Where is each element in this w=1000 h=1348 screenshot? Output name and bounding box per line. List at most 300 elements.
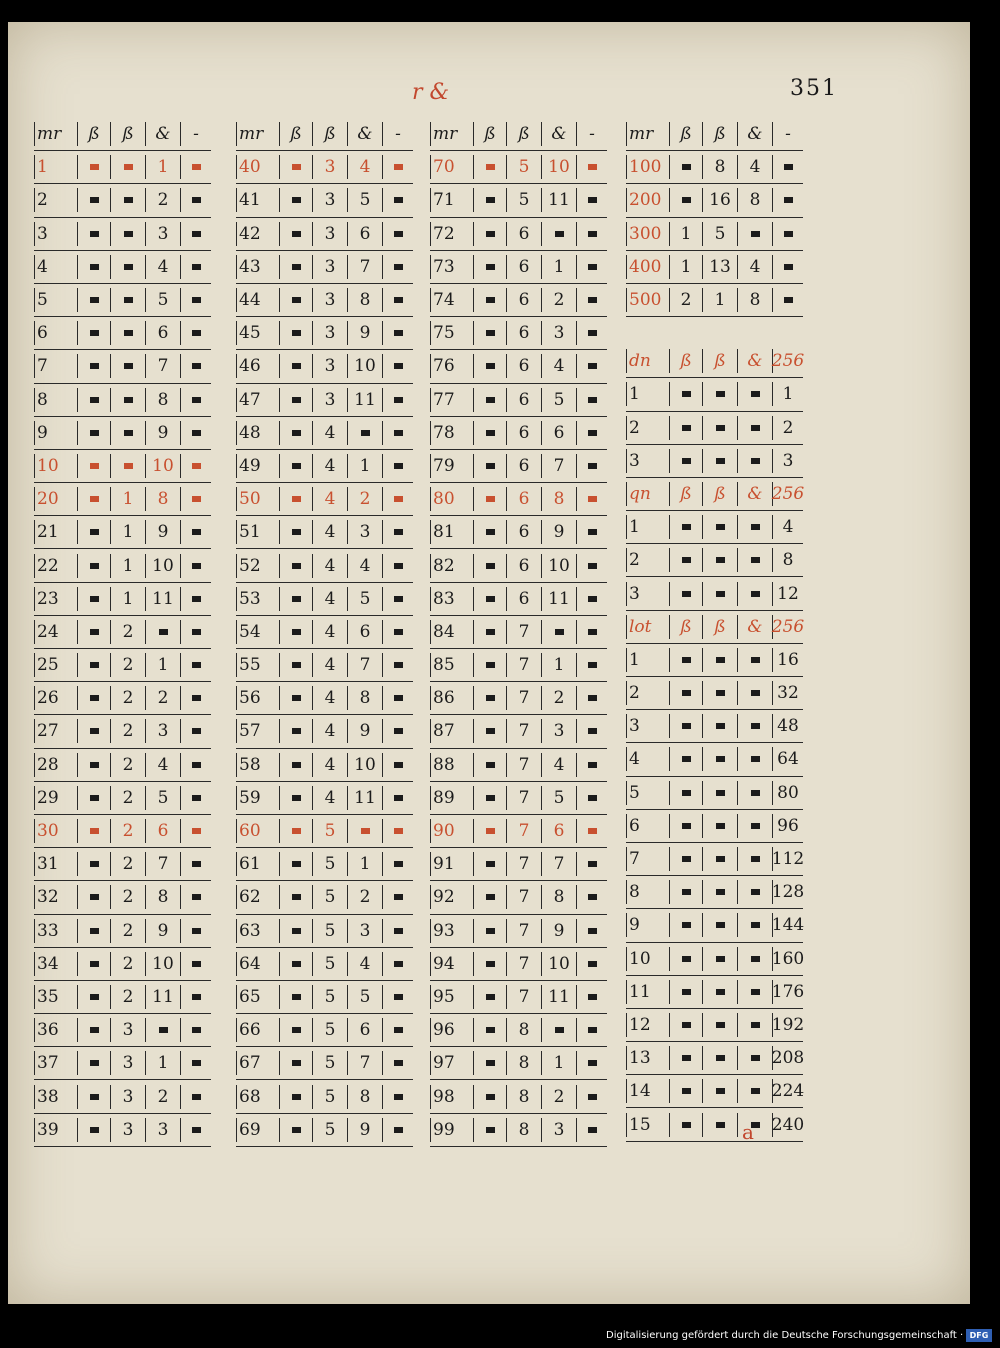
table-row bbox=[430, 317, 607, 350]
cell-value: 7 bbox=[629, 849, 640, 870]
cell-value: 26 bbox=[37, 688, 59, 709]
cell-value: 92 bbox=[433, 887, 455, 908]
cell-value: 3 bbox=[553, 323, 565, 344]
cell-value: 2 bbox=[122, 854, 134, 875]
table-cell bbox=[737, 482, 772, 506]
cell-value: 90 bbox=[433, 821, 455, 842]
dash-mark bbox=[292, 1060, 301, 1066]
dash-mark bbox=[90, 164, 99, 170]
table-cell bbox=[506, 487, 541, 511]
dash-mark bbox=[486, 629, 495, 635]
table-cell bbox=[772, 648, 803, 672]
cell-value: 256 bbox=[771, 351, 805, 372]
table-cell bbox=[737, 1046, 772, 1070]
cell-value: 98 bbox=[433, 1086, 455, 1107]
table-row bbox=[34, 782, 211, 815]
dash-mark bbox=[682, 922, 691, 928]
table-cell bbox=[541, 786, 576, 810]
table-cell bbox=[473, 919, 506, 943]
table-cell bbox=[626, 288, 669, 312]
table-cell bbox=[110, 520, 145, 544]
cell-value: & bbox=[551, 124, 567, 145]
table-cell bbox=[669, 482, 702, 506]
table-cell bbox=[110, 155, 145, 179]
table-cell bbox=[382, 1085, 413, 1109]
table-cell bbox=[347, 1051, 382, 1075]
table-header-row bbox=[626, 345, 803, 378]
dash-mark bbox=[682, 557, 691, 563]
table-cell bbox=[626, 582, 669, 606]
dash-mark bbox=[588, 1060, 597, 1066]
cell-value: 65 bbox=[239, 986, 261, 1007]
dash-mark bbox=[486, 994, 495, 1000]
table-cell bbox=[145, 1118, 180, 1142]
table-cell bbox=[430, 1018, 473, 1042]
cell-value: 8 bbox=[782, 550, 794, 571]
cell-value: 62 bbox=[239, 887, 261, 908]
table-row bbox=[236, 284, 413, 317]
table-cell bbox=[737, 913, 772, 937]
table-row bbox=[34, 384, 211, 417]
table-cell bbox=[180, 1118, 211, 1142]
dash-mark bbox=[716, 989, 725, 995]
dash-mark bbox=[784, 297, 793, 303]
table-cell bbox=[702, 582, 737, 606]
table-cell bbox=[669, 255, 702, 279]
cell-value: 42 bbox=[239, 223, 261, 244]
dash-mark bbox=[588, 463, 597, 469]
cell-value: 4 bbox=[359, 953, 371, 974]
table-cell bbox=[382, 122, 413, 146]
table-cell bbox=[236, 1051, 279, 1075]
dash-mark bbox=[486, 529, 495, 535]
cell-value: 2 bbox=[122, 821, 134, 842]
table-cell bbox=[279, 454, 312, 478]
dash-mark bbox=[751, 425, 760, 431]
dash-mark bbox=[292, 397, 301, 403]
table-cell bbox=[34, 1085, 77, 1109]
cell-value: 11 bbox=[152, 986, 174, 1007]
table-cell bbox=[145, 852, 180, 876]
table-cell bbox=[702, 980, 737, 1004]
table-cell bbox=[506, 520, 541, 544]
cell-value: 58 bbox=[239, 754, 261, 775]
cell-value: 224 bbox=[771, 1081, 805, 1102]
table-cell bbox=[576, 919, 607, 943]
cell-value: 78 bbox=[433, 422, 455, 443]
table-cell bbox=[576, 852, 607, 876]
table-cell bbox=[506, 620, 541, 644]
table-cell bbox=[77, 454, 110, 478]
table-row bbox=[236, 782, 413, 815]
table-cell bbox=[180, 421, 211, 445]
table-cell bbox=[279, 753, 312, 777]
table-cell bbox=[236, 487, 279, 511]
table-cell bbox=[382, 719, 413, 743]
dash-mark bbox=[394, 1094, 403, 1100]
cell-value: 7 bbox=[359, 1053, 371, 1074]
cell-value: 144 bbox=[771, 915, 805, 936]
dash-mark bbox=[292, 1127, 301, 1133]
cell-value: 93 bbox=[433, 920, 455, 941]
table-cell bbox=[702, 1013, 737, 1037]
dash-mark bbox=[192, 695, 201, 701]
dash-mark bbox=[90, 728, 99, 734]
cell-value: 11 bbox=[354, 389, 376, 410]
cell-value: 192 bbox=[771, 1014, 805, 1035]
cell-value: 6 bbox=[37, 323, 48, 344]
table-cell bbox=[702, 122, 737, 146]
cell-value: 1 bbox=[553, 1053, 565, 1074]
dash-mark bbox=[716, 889, 725, 895]
table-cell bbox=[110, 122, 145, 146]
dash-mark bbox=[588, 496, 597, 502]
table-cell bbox=[347, 587, 382, 611]
cell-value: 8 bbox=[359, 1086, 371, 1107]
table-cell bbox=[702, 781, 737, 805]
table-row bbox=[236, 749, 413, 782]
table-cell bbox=[541, 155, 576, 179]
table-cell bbox=[506, 454, 541, 478]
table-row bbox=[34, 948, 211, 981]
table-cell bbox=[576, 554, 607, 578]
table-cell bbox=[145, 288, 180, 312]
table-cell bbox=[541, 587, 576, 611]
table-row bbox=[34, 350, 211, 383]
table-cell bbox=[541, 288, 576, 312]
dash-mark bbox=[588, 728, 597, 734]
cell-value: 68 bbox=[239, 1086, 261, 1107]
table-cell bbox=[702, 681, 737, 705]
table-row bbox=[430, 549, 607, 582]
table-cell bbox=[110, 354, 145, 378]
cell-value: 6 bbox=[518, 588, 530, 609]
table-row bbox=[236, 915, 413, 948]
table-cell bbox=[180, 919, 211, 943]
table-cell bbox=[312, 255, 347, 279]
table-cell bbox=[236, 554, 279, 578]
table-cell bbox=[737, 980, 772, 1004]
dash-mark bbox=[292, 164, 301, 170]
table-cell bbox=[626, 416, 669, 440]
cell-value: 59 bbox=[239, 787, 261, 808]
table-cell bbox=[279, 819, 312, 843]
table-cell bbox=[772, 255, 803, 279]
table-cell bbox=[347, 454, 382, 478]
table-row bbox=[626, 544, 803, 577]
table-cell bbox=[772, 681, 803, 705]
table-row bbox=[430, 218, 607, 251]
table-row bbox=[626, 976, 803, 1009]
table-cell bbox=[279, 852, 312, 876]
dash-mark bbox=[682, 1122, 691, 1128]
table-cell bbox=[34, 985, 77, 1009]
cell-value: 10 bbox=[152, 455, 174, 476]
table-cell bbox=[576, 288, 607, 312]
cell-value: 1 bbox=[553, 655, 565, 676]
dash-mark bbox=[192, 330, 201, 336]
dash-mark bbox=[751, 1022, 760, 1028]
dash-mark bbox=[716, 1022, 725, 1028]
table-cell bbox=[347, 753, 382, 777]
table-cell bbox=[541, 852, 576, 876]
table-column-4 bbox=[626, 118, 803, 1142]
dash-mark bbox=[394, 728, 403, 734]
dash-mark bbox=[90, 430, 99, 436]
dash-mark bbox=[716, 591, 725, 597]
table-cell bbox=[430, 653, 473, 677]
table-cell bbox=[626, 515, 669, 539]
dash-mark bbox=[192, 164, 201, 170]
dash-mark bbox=[751, 690, 760, 696]
dash-mark bbox=[90, 231, 99, 237]
cell-value: 300 bbox=[629, 223, 662, 244]
table-cell bbox=[541, 388, 576, 412]
cell-value: & bbox=[747, 124, 763, 145]
table-header-row bbox=[626, 611, 803, 644]
table-cell bbox=[737, 781, 772, 805]
table-cell bbox=[312, 354, 347, 378]
dash-mark bbox=[192, 430, 201, 436]
table-cell bbox=[626, 349, 669, 373]
table-cell bbox=[279, 487, 312, 511]
table-cell bbox=[347, 1085, 382, 1109]
table-cell bbox=[34, 321, 77, 345]
cell-value: 7 bbox=[518, 887, 530, 908]
table-cell bbox=[110, 686, 145, 710]
table-cell bbox=[347, 155, 382, 179]
dash-mark bbox=[192, 861, 201, 867]
table-cell bbox=[669, 515, 702, 539]
cell-value: 8 bbox=[629, 882, 640, 903]
table-cell bbox=[473, 620, 506, 644]
cell-value: 7 bbox=[518, 754, 530, 775]
dash-mark bbox=[90, 463, 99, 469]
table-row bbox=[430, 350, 607, 383]
table-cell bbox=[236, 188, 279, 212]
table-cell bbox=[576, 719, 607, 743]
table-cell bbox=[77, 686, 110, 710]
table-cell bbox=[180, 620, 211, 644]
dash-mark bbox=[90, 695, 99, 701]
cell-value: mr bbox=[239, 124, 264, 145]
cell-value: 4 bbox=[324, 489, 336, 510]
cell-value: 52 bbox=[239, 555, 261, 576]
table-cell bbox=[180, 1051, 211, 1075]
cell-value: 2 bbox=[680, 290, 692, 311]
cell-value: 3 bbox=[324, 157, 336, 178]
cell-value: 9 bbox=[553, 522, 565, 543]
table-cell bbox=[576, 388, 607, 412]
cell-value: 11 bbox=[548, 588, 570, 609]
table-cell bbox=[382, 620, 413, 644]
cell-value: 6 bbox=[518, 389, 530, 410]
cell-value: 1 bbox=[629, 384, 640, 405]
dash-mark bbox=[784, 231, 793, 237]
table-cell bbox=[772, 1079, 803, 1103]
table-cell bbox=[473, 421, 506, 445]
table-cell bbox=[279, 620, 312, 644]
table-cell bbox=[77, 786, 110, 810]
table-cell bbox=[576, 520, 607, 544]
table-cell bbox=[473, 222, 506, 246]
table-cell bbox=[772, 449, 803, 473]
table-row bbox=[236, 1014, 413, 1047]
table-cell bbox=[312, 686, 347, 710]
cell-value: 7 bbox=[518, 854, 530, 875]
dash-mark bbox=[192, 463, 201, 469]
table-cell bbox=[77, 852, 110, 876]
cell-value: 1 bbox=[629, 649, 640, 670]
table-cell bbox=[669, 714, 702, 738]
table-cell bbox=[702, 615, 737, 639]
cell-value: 9 bbox=[359, 323, 371, 344]
dash-mark bbox=[588, 231, 597, 237]
table-cell bbox=[236, 1118, 279, 1142]
cell-value: ß bbox=[324, 124, 336, 145]
table-cell bbox=[541, 952, 576, 976]
cell-value: 44 bbox=[239, 290, 261, 311]
table-header-row bbox=[34, 118, 211, 151]
table-cell bbox=[473, 255, 506, 279]
table-cell bbox=[382, 421, 413, 445]
table-cell bbox=[145, 321, 180, 345]
table-cell bbox=[772, 714, 803, 738]
table-row bbox=[236, 881, 413, 914]
table-cell bbox=[382, 852, 413, 876]
table-cell bbox=[772, 548, 803, 572]
table-cell bbox=[312, 222, 347, 246]
table-cell bbox=[312, 819, 347, 843]
table-cell bbox=[626, 122, 669, 146]
dash-mark bbox=[751, 557, 760, 563]
cell-value: 2 bbox=[553, 688, 565, 709]
dash-mark bbox=[192, 662, 201, 668]
table-row bbox=[626, 876, 803, 909]
table-row bbox=[34, 450, 211, 483]
table-cell bbox=[626, 781, 669, 805]
table-cell bbox=[506, 653, 541, 677]
cell-value: 10 bbox=[548, 555, 570, 576]
table-cell bbox=[430, 520, 473, 544]
table-row bbox=[626, 218, 803, 251]
cell-value: 2 bbox=[629, 417, 640, 438]
table-cell bbox=[279, 985, 312, 1009]
cell-value: 27 bbox=[37, 721, 59, 742]
dash-mark bbox=[682, 690, 691, 696]
dash-mark bbox=[90, 397, 99, 403]
table-cell bbox=[77, 321, 110, 345]
table-cell bbox=[576, 753, 607, 777]
table-cell bbox=[702, 349, 737, 373]
table-cell bbox=[772, 222, 803, 246]
cell-value: 6 bbox=[518, 422, 530, 443]
table-cell bbox=[34, 188, 77, 212]
table-row bbox=[430, 450, 607, 483]
dash-mark bbox=[682, 425, 691, 431]
table-cell bbox=[430, 753, 473, 777]
dash-mark bbox=[90, 264, 99, 270]
cell-value: 5 bbox=[553, 389, 565, 410]
cell-value: 28 bbox=[37, 754, 59, 775]
table-cell bbox=[430, 1085, 473, 1109]
dash-mark bbox=[394, 563, 403, 569]
dash-mark bbox=[292, 231, 301, 237]
dash-mark bbox=[124, 197, 133, 203]
table-cell bbox=[77, 885, 110, 909]
table-cell bbox=[110, 1018, 145, 1042]
dash-mark bbox=[588, 1027, 597, 1033]
cell-value: 1 bbox=[553, 256, 565, 277]
table-row bbox=[34, 749, 211, 782]
dash-mark bbox=[192, 795, 201, 801]
table-cell bbox=[110, 587, 145, 611]
dash-mark bbox=[588, 695, 597, 701]
table-cell bbox=[737, 814, 772, 838]
table-row bbox=[236, 815, 413, 848]
dash-mark bbox=[751, 889, 760, 895]
dash-mark bbox=[486, 596, 495, 602]
dash-mark bbox=[192, 1127, 201, 1133]
table-cell bbox=[506, 753, 541, 777]
dash-mark bbox=[486, 264, 495, 270]
table-cell bbox=[473, 554, 506, 578]
table-cell bbox=[473, 122, 506, 146]
cell-value: 4 bbox=[324, 721, 336, 742]
dfg-logo: DFG bbox=[966, 1329, 992, 1342]
table-row bbox=[236, 1080, 413, 1113]
cell-value: 80 bbox=[433, 489, 455, 510]
dash-mark bbox=[588, 662, 597, 668]
table-cell bbox=[312, 288, 347, 312]
table-cell bbox=[473, 388, 506, 412]
table-cell bbox=[110, 819, 145, 843]
table-cell bbox=[77, 719, 110, 743]
table-cell bbox=[473, 753, 506, 777]
table-cell bbox=[430, 919, 473, 943]
table-row bbox=[34, 218, 211, 251]
cell-value: 3 bbox=[629, 450, 640, 471]
cell-value: 3 bbox=[324, 389, 336, 410]
cell-value: 6 bbox=[518, 455, 530, 476]
dash-mark bbox=[716, 756, 725, 762]
table-row bbox=[236, 549, 413, 582]
dash-mark bbox=[394, 297, 403, 303]
table-cell bbox=[772, 1046, 803, 1070]
table-cell bbox=[382, 587, 413, 611]
dash-mark bbox=[486, 695, 495, 701]
dash-mark bbox=[292, 463, 301, 469]
table-cell bbox=[430, 188, 473, 212]
cell-value: dn bbox=[629, 351, 651, 372]
dash-mark bbox=[486, 363, 495, 369]
table-cell bbox=[236, 520, 279, 544]
cell-value: 8 bbox=[749, 190, 761, 211]
table-cell bbox=[626, 1046, 669, 1070]
cell-value: 20 bbox=[37, 489, 59, 510]
table-row bbox=[236, 1047, 413, 1080]
table-cell bbox=[312, 554, 347, 578]
dash-mark bbox=[682, 197, 691, 203]
dash-mark bbox=[486, 828, 495, 834]
cell-value: 11 bbox=[152, 588, 174, 609]
cell-value: 66 bbox=[239, 1020, 261, 1041]
cell-value: 46 bbox=[239, 356, 261, 377]
cell-value: 2 bbox=[37, 190, 48, 211]
cell-value: 99 bbox=[433, 1119, 455, 1140]
table-cell bbox=[77, 919, 110, 943]
table-cell bbox=[382, 1051, 413, 1075]
